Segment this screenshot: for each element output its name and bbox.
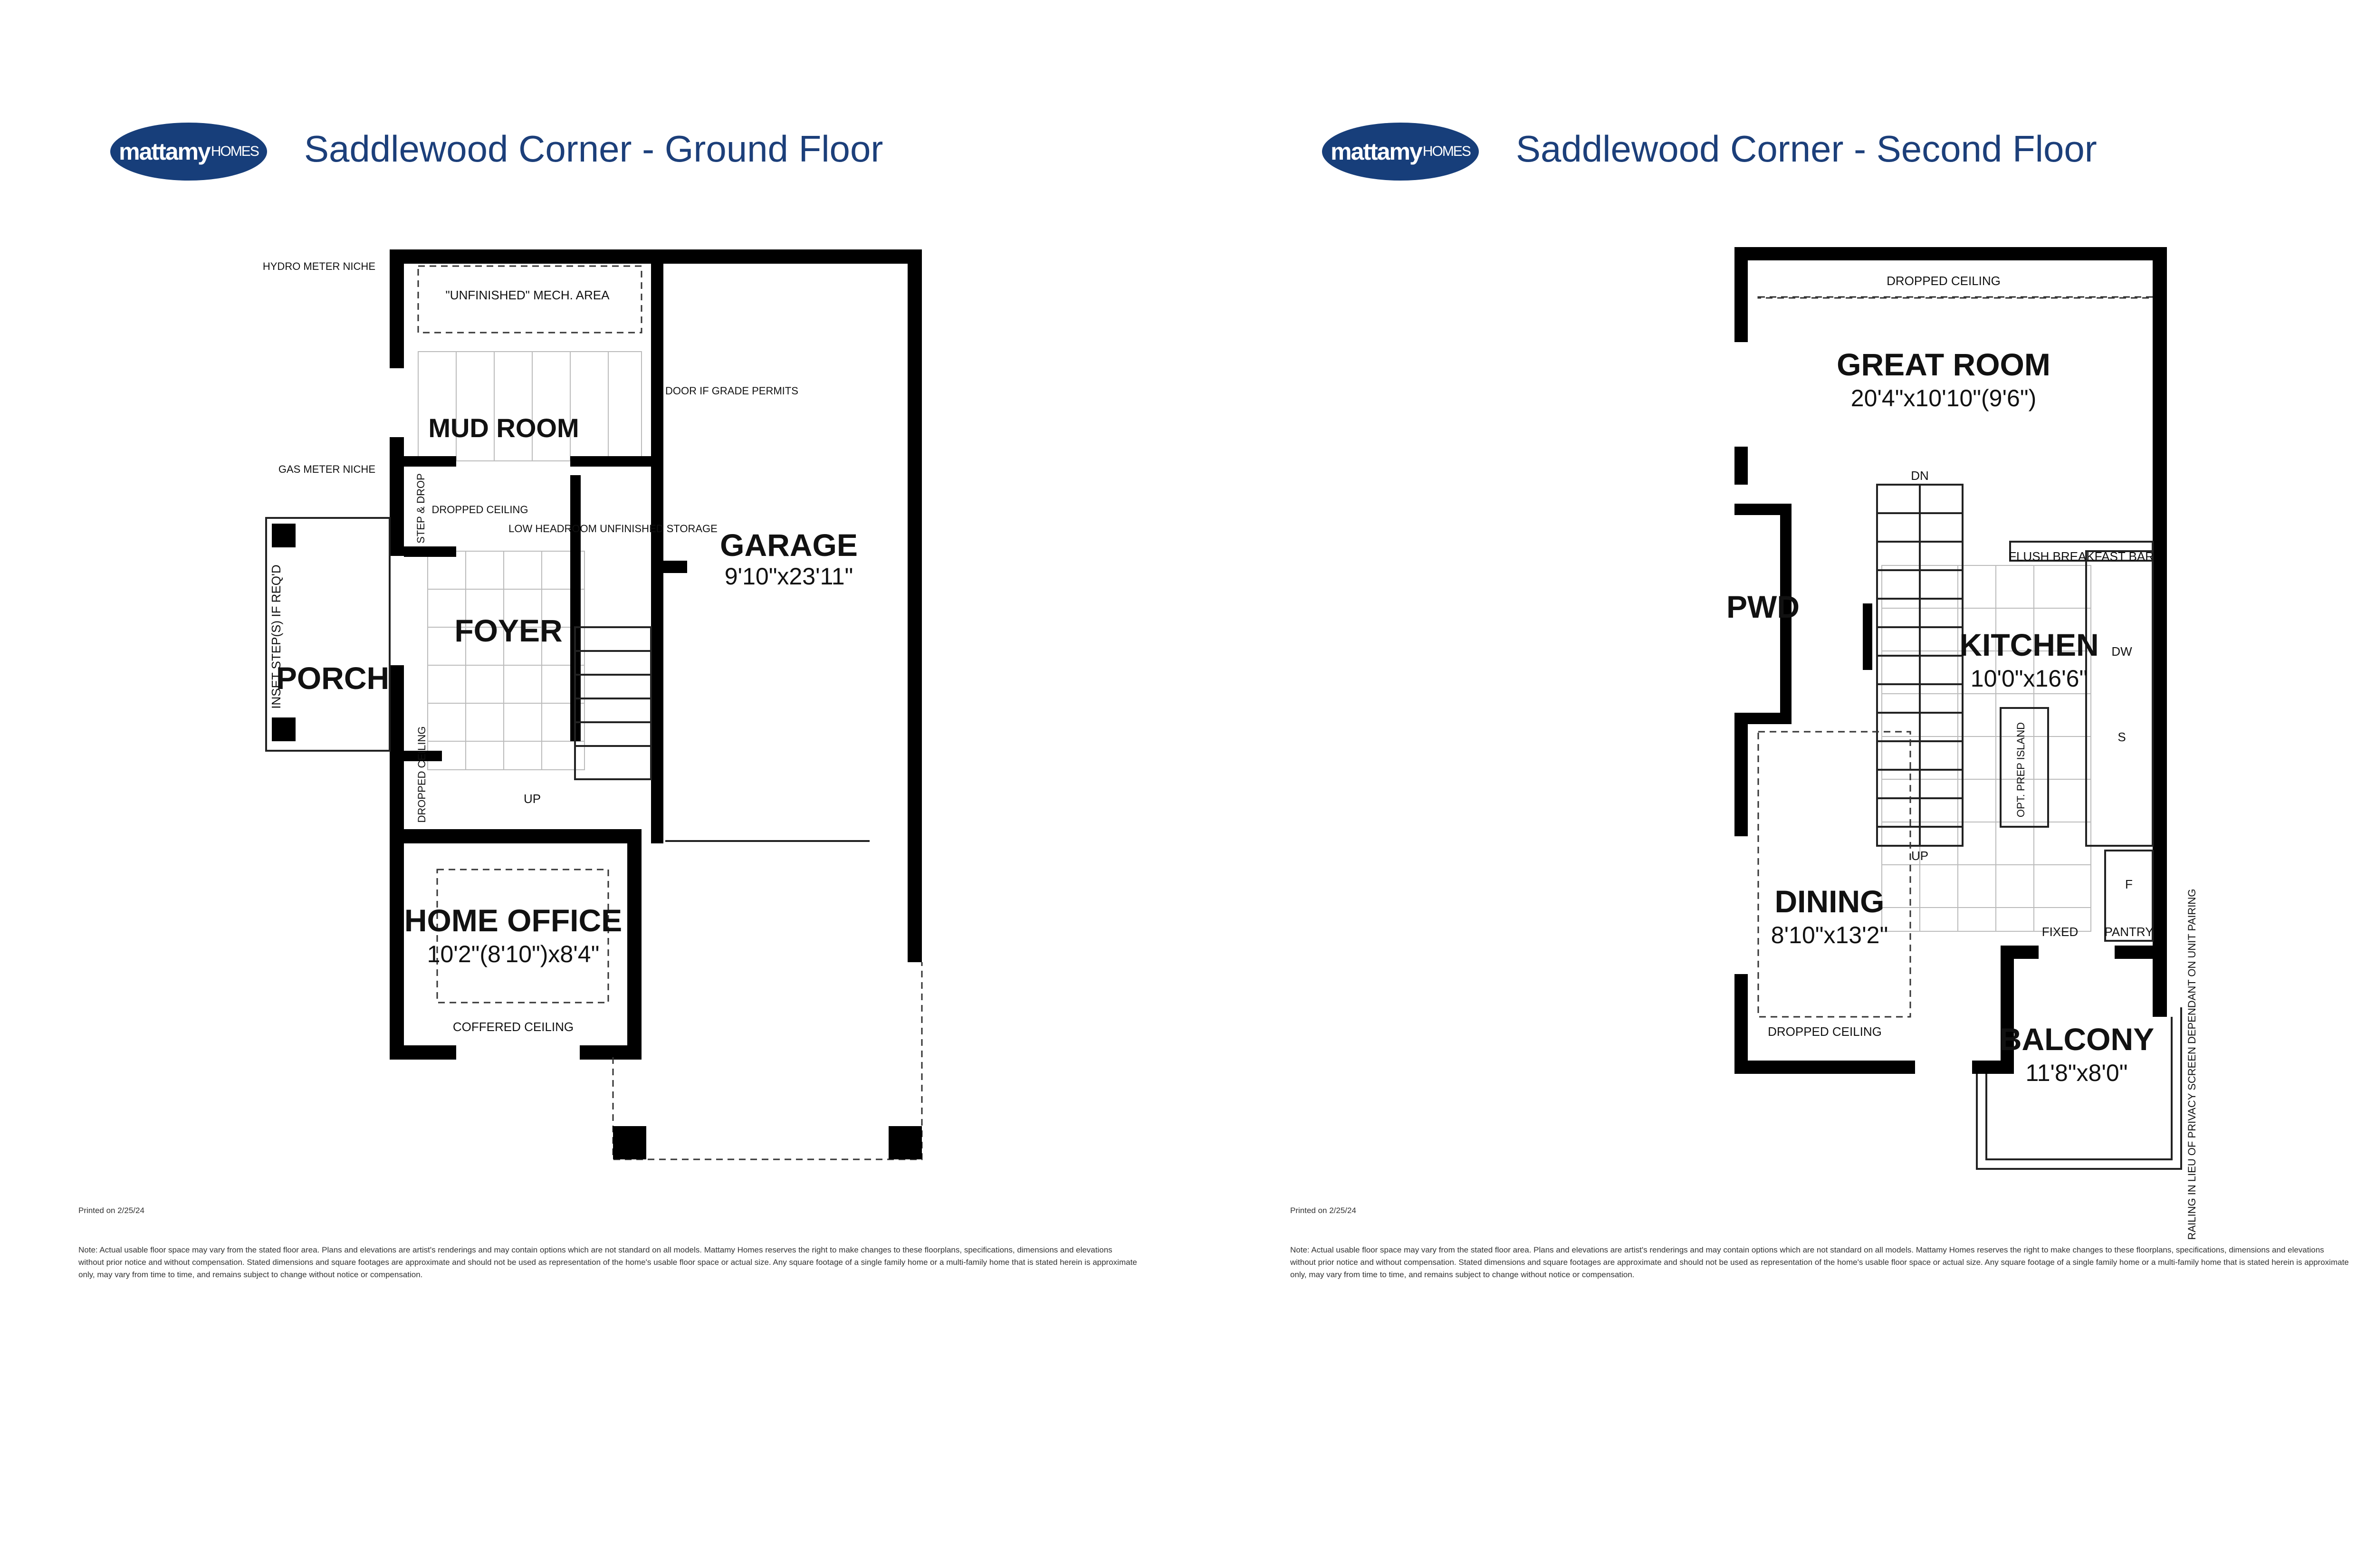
up-label: UP (1911, 849, 1929, 863)
inset-steps-label: INSET STEP(S) IF REQ'D (269, 564, 283, 709)
great-room-name: GREAT ROOM (1837, 347, 2050, 382)
step-drop-label: STEP & DROP (415, 473, 427, 544)
flush-bar-label: FLUSH BREAKFAST BAR (2009, 549, 2154, 564)
mattamy-logo: mattamy HOMES (110, 123, 267, 181)
dining-name: DINING (1774, 884, 1885, 919)
floor-title: Saddlewood Corner - Second Floor (1516, 128, 2097, 170)
printed-date: Printed on 2/25/24 (1290, 1206, 1356, 1215)
low-headroom-label: LOW HEADROOM UNFINISHED STORAGE (508, 523, 718, 535)
second-floor-plan (1212, 0, 2376, 1568)
pwd-name: PWD (1726, 589, 1800, 624)
home-office-name: HOME OFFICE (404, 903, 623, 938)
home-office-dim: 10'2"(8'10")x8'4" (427, 941, 600, 967)
dw-label: DW (2111, 644, 2132, 659)
dining-dropped-outline (1758, 732, 1910, 1017)
sink-label: S (2117, 730, 2126, 744)
floor-title: Saddlewood Corner - Ground Floor (304, 128, 883, 170)
door-grade-label: DOOR IF GRADE PERMITS (665, 385, 798, 397)
disclaimer-note: Note: Actual usable floor space may vary from the stated floor area. Plans and elevations are artist's renderings and may contain options which are not standard on all models. Mattamy Homes reserves the right to make changes to these floorplans, specifications, dimensions and elevations without prior notice and without compensation. Stated dimensions and square footages are approximate and should not be used as representation of the home's usable floor space or actual size. Any square footage of a single family home or a multi-family home that is stated herein is approximate only, may vary from time to time, and remains subject to change without notice or compensation. (1290, 1245, 2349, 1279)
driveway-outline (613, 841, 922, 1159)
dropped-ceiling-label-2: DROPPED CEILING (416, 726, 428, 823)
foyer-name: FOYER (454, 613, 563, 648)
coffered-label: COFFERED CEILING (452, 1020, 574, 1034)
pantry-label: PANTRY (2104, 925, 2154, 939)
gas-label: GAS METER NICHE (278, 463, 375, 475)
up-label: UP (523, 792, 541, 806)
ground-stairs (575, 627, 651, 779)
balcony-name: BALCONY (1999, 1022, 2155, 1057)
stairs (1877, 485, 1963, 846)
hydro-label: HYDRO METER NICHE (262, 260, 375, 272)
mech-label: "UNFINISHED" MECH. AREA (445, 288, 610, 302)
mattamy-logo: mattamy HOMES (1322, 123, 1479, 181)
printed-date: Printed on 2/25/24 (78, 1206, 144, 1215)
dn-label: DN (1911, 468, 1929, 483)
dropped-bottom-label: DROPPED CEILING (1768, 1024, 1882, 1039)
dropped-top-label: DROPPED CEILING (1887, 274, 2001, 288)
dining-dim: 8'10"x13'2" (1771, 922, 1888, 948)
exterior-walls (390, 249, 922, 1060)
porch-slab (266, 518, 390, 751)
second-floor-panel (1212, 0, 2376, 1568)
dropped-ceiling-line (1758, 297, 2153, 298)
garage-dim: 9'10"x23'11" (724, 563, 853, 590)
dropped-ceiling-label-1: DROPPED CEILING (431, 504, 528, 516)
kitchen-name: KITCHEN (1959, 627, 2099, 662)
porch-name: PORCH (276, 660, 390, 696)
opt-island-label: OPT. PREP ISLAND (2015, 722, 2027, 818)
fridge-label: F (2125, 877, 2133, 891)
balcony-dim: 11'8"x8'0" (2025, 1060, 2128, 1086)
mud-room-name: MUD ROOM (428, 413, 579, 443)
fixed-label: FIXED (2041, 925, 2079, 939)
kitchen-tile-grid (1882, 565, 2091, 931)
great-room-dim: 20'4"x10'10"(9'6") (1850, 385, 2037, 411)
garage-name: GARAGE (720, 527, 858, 563)
railing-label: RAILING IN LIEU OF PRIVACY SCREEN DEPENDANT ON UNIT PAIRING (2186, 889, 2198, 1240)
kitchen-dim: 10'0"x16'6" (1970, 665, 2088, 692)
disclaimer-note: Note: Actual usable floor space may vary from the stated floor area. Plans and elevations are artist's renderings and may contain options which are not standard on all models. Mattamy Homes reserves the right to make changes to these floorplans, specifications, dimensions and elevations without prior notice and without compensation. Stated dimensions and square footages are approximate and should not be used as representation of the home's usable floor space or actual size. Any square footage of a single family home or a multi-family home that is stated herein is approximate only, may vary from time to time, and remains subject to change without notice or compensation. (78, 1245, 1137, 1279)
